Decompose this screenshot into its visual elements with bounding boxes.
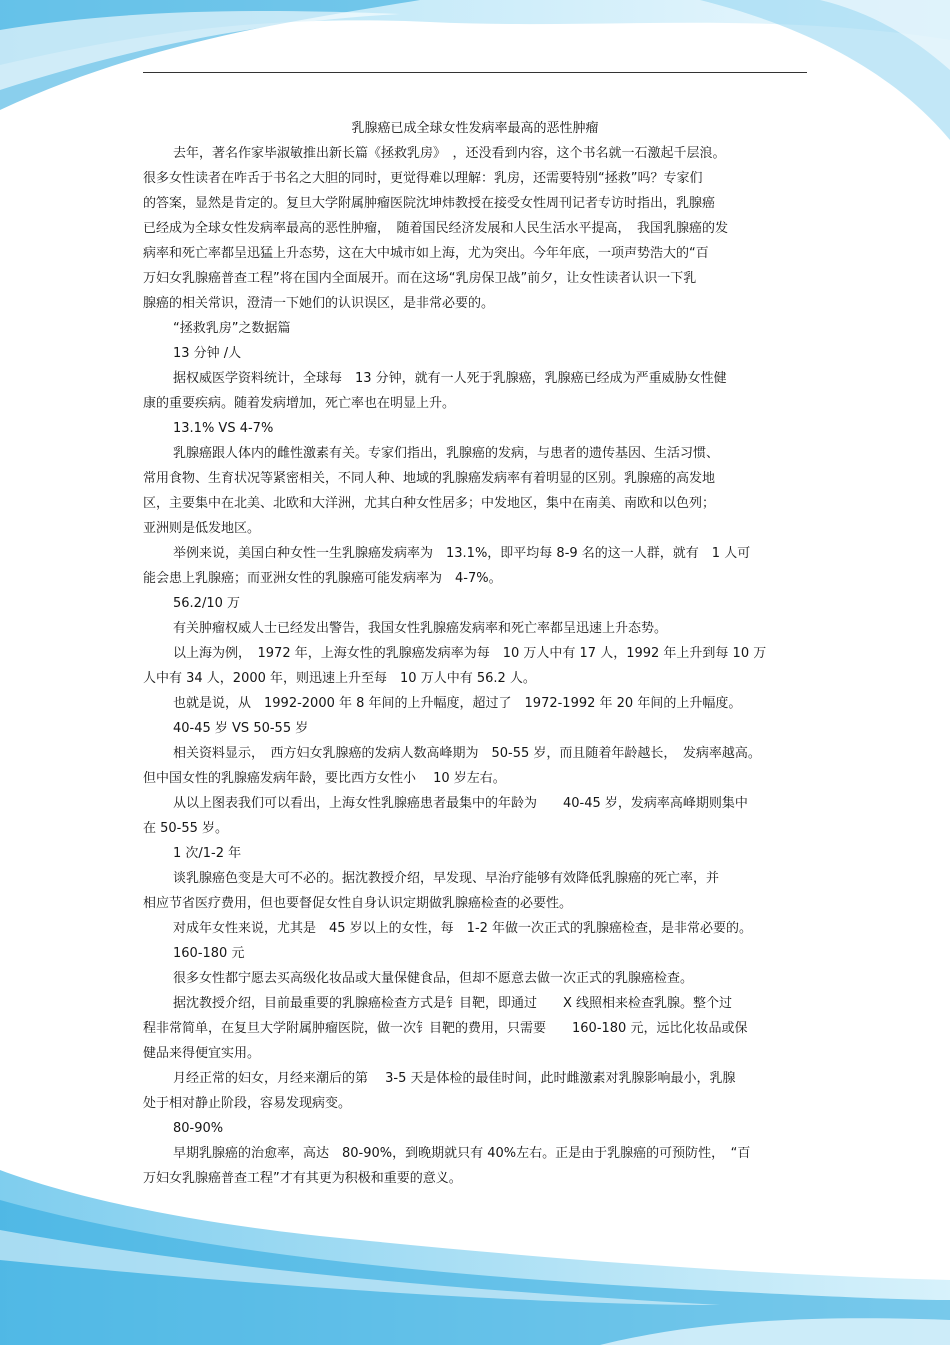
text-line: 据权威医学资料统计，全球每 13 分钟，就有一人死于乳腺癌，乳腺癌已经成为严重威胁女性健 bbox=[173, 371, 727, 386]
section-heading: 13.1% VS 4-7% bbox=[173, 421, 274, 436]
text-line: 据沈教授介绍，目前最重要的乳腺癌检查方式是钅目靶，即通过 X 线照相来检查乳腺。整个过 bbox=[173, 996, 733, 1011]
text-line: 程非常简单，在复旦大学附属肿瘤医院，做一次钅目靶的费用，只需要 160-180 元，远比化妆品或保 bbox=[143, 1021, 748, 1036]
text-line: 去年，著名作家毕淑敏推出新长篇《拯救乳房》 ，还没看到内容，这个书名就一石激起千层浪。 bbox=[173, 146, 726, 161]
section-heading: 40-45 岁 VS 50-55 岁 bbox=[173, 721, 309, 736]
text-line: 康的重要疾病。随着发病增加，死亡率也在明显上升。 bbox=[143, 396, 456, 411]
text-line: 月经正常的妇女，月经来潮后的第 3-5 天是体检的最佳时间，此时雌激素对乳腺影响最小，乳腺 bbox=[173, 1071, 736, 1086]
section-heading: 160-180 元 bbox=[173, 946, 245, 961]
text-line: 也就是说，从 1992-2000 年 8 年间的上升幅度，超过了 1972-1992 年 20 年间的上升幅度。 bbox=[173, 696, 742, 711]
text-line: 已经成为全球女性发病率最高的恶性肿瘤， 随着国民经济发展和人民生活水平提高， 我国乳腺癌的发 bbox=[143, 221, 729, 236]
text-line: 病率和死亡率都呈迅猛上升态势，这在大中城市如上海，尤为突出。今年年底，一项声势浩大的“百 bbox=[143, 246, 709, 261]
text-line: 乳腺癌跟人体内的雌性激素有关。专家们指出，乳腺癌的发病，与患者的遗传基因、生活习惯、 bbox=[173, 446, 720, 461]
text-line: 常用食物、生育状况等紧密相关，不同人种、地域的乳腺癌发病率有着明显的区别。乳腺癌的高发地 bbox=[143, 471, 716, 486]
section-heading: 1 次/1-2 年 bbox=[173, 846, 242, 861]
text-line: 万妇女乳腺癌普查工程”将在国内全面展开。而在这场“乳房保卫战”前夕，让女性读者认识一下乳 bbox=[143, 271, 697, 286]
text-line: 腺癌的相关常识，澄清一下她们的认识误区，是非常必要的。 bbox=[143, 296, 495, 311]
text-line: 但中国女性的乳腺癌发病年龄，要比西方女性小 10 岁左右。 bbox=[143, 771, 506, 786]
text-line: 相应节省医疗费用，但也要督促女性自身认识定期做乳腺癌检查的必要性。 bbox=[143, 896, 573, 911]
text-line: 区，主要集中在北美、北欧和大洋洲，尤其白种女性居多；中发地区，集中在南美、南欧和以色列； bbox=[143, 496, 716, 511]
text-line: 能会患上乳腺癌；而亚洲女性的乳腺癌可能发病率为 4-7%。 bbox=[143, 571, 502, 586]
text-line: 有关肿瘤权威人士已经发出警告，我国女性乳腺癌发病率和死亡率都呈迅速上升态势。 bbox=[173, 621, 668, 636]
text-line: 举例来说，美国白种女性一生乳腺癌发病率为 13.1%，即平均每 8-9 名的这一人群，就有 1 人可 bbox=[173, 546, 751, 561]
section-heading: 13 分钟 /人 bbox=[173, 346, 242, 361]
text-line: 早期乳腺癌的治愈率，高达 80-90%，到晚期就只有 40%左右。正是由于乳腺癌的可预防性， “百 bbox=[173, 1146, 751, 1161]
section-heading: 56.2/10 万 bbox=[173, 596, 240, 611]
text-line: 对成年女性来说，尤其是 45 岁以上的女性，每 1-2 年做一次正式的乳腺癌检查，是非常必要的。 bbox=[173, 921, 753, 936]
text-line: 处于相对静止阶段，容易发现病变。 bbox=[143, 1096, 352, 1111]
text-line: 万妇女乳腺癌普查工程”才有其更为积极和重要的意义。 bbox=[143, 1171, 462, 1186]
text-line: 很多女性都宁愿去买高级化妆品或大量保健食品，但却不愿意去做一次正式的乳腺癌检查。 bbox=[173, 971, 694, 986]
text-line: 的答案，显然是肯定的。复旦大学附属肿瘤医院沈坤炜教授在接受女性周刊记者专访时指出，乳腺癌 bbox=[143, 196, 716, 211]
text-line: 在 50-55 岁。 bbox=[143, 821, 229, 836]
text-line: 很多女性读者在咋舌于书名之大胆的同时，更觉得难以理解：乳房，还需要特别“拯救”吗？专家们 bbox=[143, 171, 703, 186]
text-line: 从以上图表我们可以看出，上海女性乳腺癌患者最集中的年龄为 40-45 岁，发病率高峰期则集中 bbox=[173, 796, 748, 811]
text-line: 以上海为例， 1972 年，上海女性的乳腺癌发病率为每 10 万人中有 17 人，1992 年上升到每 10 万 bbox=[173, 646, 767, 661]
section-heading: “拯救乳房”之数据篇 bbox=[173, 321, 291, 336]
text-line: 亚洲则是低发地区。 bbox=[143, 521, 261, 536]
text-line: 健品来得便宜实用。 bbox=[143, 1046, 261, 1061]
text-line: 谈乳腺癌色变是大可不必的。据沈教授介绍，早发现、早治疗能够有效降低乳腺癌的死亡率，并 bbox=[173, 871, 720, 886]
document-title: 乳腺癌已成全球女性发病率最高的恶性肿瘤 bbox=[351, 121, 599, 136]
section-heading: 80-90% bbox=[173, 1121, 224, 1136]
text-line: 人中有 34 人，2000 年，则迅速上升至每 10 万人中有 56.2 人。 bbox=[143, 671, 536, 686]
text-line: 相关资料显示， 西方妇女乳腺癌的发病人数高峰期为 50-55 岁，而且随着年龄越长， 发病率越高。 bbox=[173, 746, 761, 761]
